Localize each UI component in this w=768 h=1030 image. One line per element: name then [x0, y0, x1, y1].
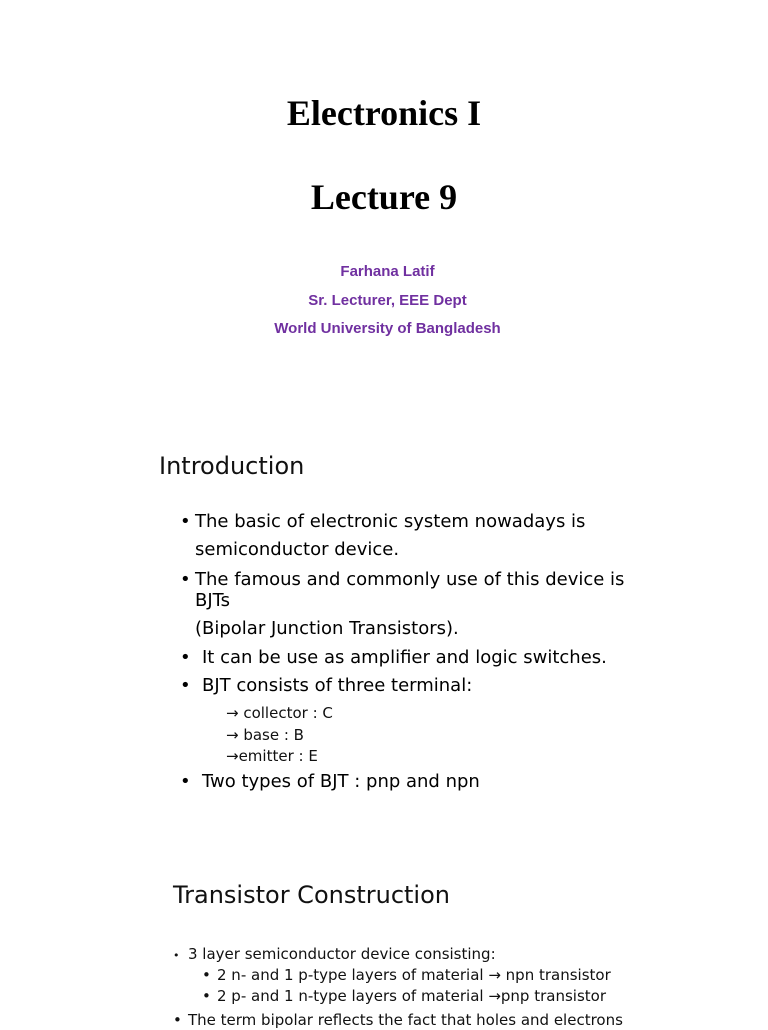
slide-title: Electronics I — [286, 93, 482, 133]
bullet-text: BJT consists of three terminal: — [202, 675, 473, 696]
terminal-collector: → collector : C — [226, 704, 333, 722]
introduction-heading: Introduction — [159, 452, 305, 480]
bullet-glyph: • — [173, 949, 180, 962]
bullet-glyph: • — [180, 771, 191, 792]
author-institution: World University of Bangladesh — [274, 320, 501, 337]
bullet-text: It can be use as amplifier and logic switches. — [202, 647, 607, 668]
bullet-glyph: • — [180, 569, 191, 590]
author-name: Farhana Latif — [340, 263, 435, 280]
bullet-continuation: BJTs — [195, 590, 231, 611]
bullet-continuation: (Bipolar Junction Transistors). — [195, 618, 459, 639]
bullet-text: 3 layer semiconductor device consisting: — [188, 945, 496, 963]
construction-bullet-1 — [173, 944, 496, 966]
construction-sub-bullet-1 — [202, 965, 611, 985]
construction-sub-bullet-2 — [202, 986, 606, 1006]
bullet-glyph: • — [180, 675, 191, 696]
bullet-continuation: semiconductor device. — [195, 539, 400, 560]
bullet-glyph: • — [180, 647, 191, 668]
bullet-text: The basic of electronic system nowadays is — [195, 511, 586, 532]
bullet-text: The term bipolar reflects the fact that holes and electrons — [188, 1011, 623, 1029]
slide-subtitle: Lecture 9 — [310, 177, 458, 217]
bullet-glyph: • — [173, 1011, 182, 1029]
bullet-glyph: • — [202, 966, 211, 984]
bullet-glyph: • — [202, 987, 211, 1005]
terminal-base: → base : B — [226, 726, 304, 744]
bullet-glyph: • — [180, 511, 191, 532]
transistor-construction-heading: Transistor Construction — [173, 881, 450, 909]
terminal-emitter: →emitter : E — [226, 747, 318, 765]
bullet-text: 2 n- and 1 p-type layers of material → npn transistor — [217, 966, 611, 984]
bullet-text: 2 p- and 1 n-type layers of material →pnp transistor — [217, 987, 606, 1005]
bullet-text: The famous and commonly use of this device is — [195, 569, 625, 590]
author-position: Sr. Lecturer, EEE Dept — [308, 292, 467, 309]
bullet-text: Two types of BJT : pnp and npn — [202, 771, 480, 792]
construction-bullet-2 — [173, 1010, 623, 1030]
